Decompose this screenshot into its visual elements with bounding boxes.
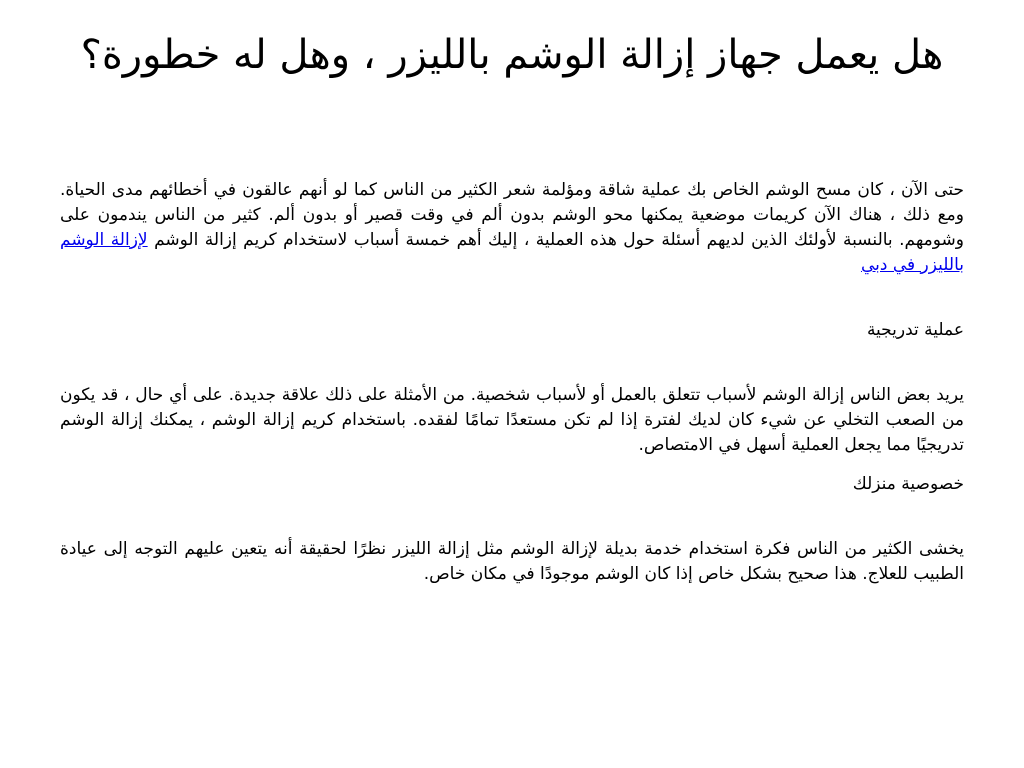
section-heading-gradual-process: عملية تدريجية (866, 320, 964, 340)
gradual-process-paragraph: يريد بعض الناس إزالة الوشم لأسباب تتعلق بالعمل أو لأسباب شخصية. من الأمثلة على ذلك علاقة جديدة. على أي حال ، قد يكون من الصعب التخلي عن شيء كان لديك لفترة إذا لم تكن مستعدًا تمامًا لفقده. باستخدام كريم إزالة الوشم ، يمكنك إزالة الوشم تدريجيًا مما يجعل العملية أسهل في الامتصاص. (60, 385, 964, 455)
home-privacy-paragraph: يخشى الكثير من الناس فكرة استخدام خدمة بديلة لإزالة الوشم مثل إزالة الليزر نظرًا لحقيقة أنه يتعين عليهم التوجه إلى عيادة الطبيب للعلاج. هذا صحيح بشكل خاص إذا كان الوشم موجودًا في مكان خاص. (60, 539, 964, 584)
spacer (60, 497, 964, 537)
slide-title: هل يعمل جهاز إزالة الوشم بالليزر ، وهل له خطورة؟ (80, 32, 944, 78)
spacer (60, 278, 964, 318)
laser-tattoo-removal-dubai-link[interactable]: لإزالة الوشم بالليزر في دبي (60, 230, 964, 275)
intro-text: حتى الآن ، كان مسح الوشم الخاص بك عملية شاقة ومؤلمة شعر الكثير من الناس كما لو أنهم عالقون في أخطائهم مدى الحياة. ومع ذلك ، هناك الآن كريمات موضعية يمكنها محو الوشم بدون ألم في وقت قصير أو بدون ألم. كثير من الناس يندمون على وشومهم. بالنسبة لأولئك الذين لديهم أسئلة حول هذه العملية ، إليك أهم خمسة أسباب لاستخدام كريم إزالة الوشم (60, 180, 965, 250)
spacer (60, 343, 964, 383)
slide-body (60, 178, 964, 587)
intro-paragraph (60, 178, 964, 278)
section-heading-home-privacy: خصوصية منزلك (852, 474, 964, 494)
spacer (60, 458, 964, 472)
